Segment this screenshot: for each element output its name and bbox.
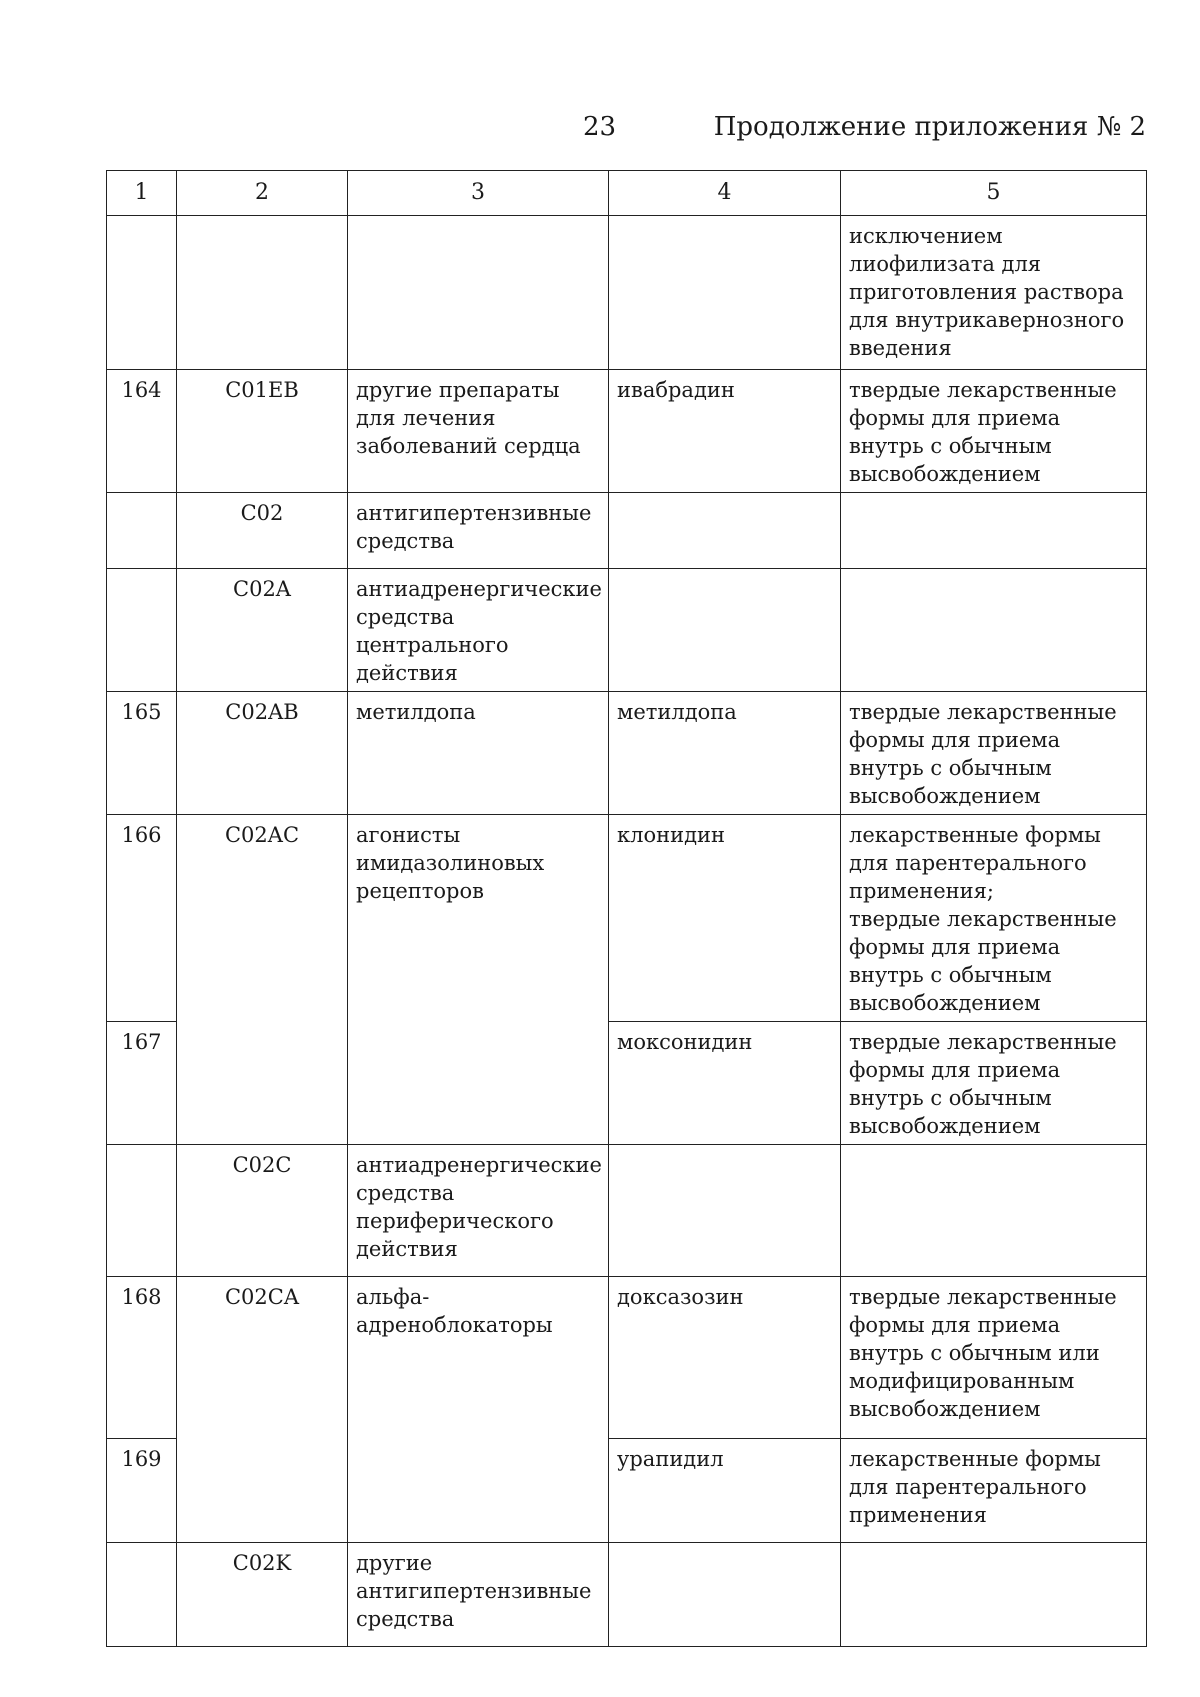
column-header: 2 (177, 171, 348, 216)
row-number: 166 (107, 815, 177, 1022)
drug-name (609, 569, 841, 692)
group-name: антиадренергические средства периферического действия (348, 1145, 609, 1277)
dosage-form: исключением лиофилизата для приготовления раствора для внутрикавернозного введения (841, 216, 1147, 370)
table-row (107, 815, 1147, 1022)
atc-code: C02CA (177, 1277, 348, 1543)
table-row (107, 1543, 1147, 1647)
dosage-form: твердые лекарственные формы для приема внутрь с обычным высвобождением (841, 1022, 1147, 1145)
atc-code: C02AB (177, 692, 348, 815)
continuation-title: Продолжение приложения № 2 (713, 112, 1146, 142)
dosage-form-line: лекарственные формы для парентерального применения; (849, 823, 1101, 903)
row-number: 165 (107, 692, 177, 815)
atc-code: C02 (177, 493, 348, 569)
drug-name: урапидил (609, 1439, 841, 1543)
group-name: антиадренергические средства центрального действия (348, 569, 609, 692)
dosage-form (841, 493, 1147, 569)
dosage-form: лекарственные формы для парентерального применения (841, 1439, 1147, 1543)
dosage-form-line: твердые лекарственные формы для приема внутрь с обычным высвобождением (849, 907, 1117, 1015)
dosage-form: твердые лекарственные формы для приема внутрь с обычным высвобождением (841, 370, 1147, 493)
dosage-form (841, 569, 1147, 692)
drug-name (609, 216, 841, 370)
drug-name: метилдопа (609, 692, 841, 815)
row-number (107, 1145, 177, 1277)
atc-code (177, 216, 348, 370)
table-row (107, 692, 1147, 815)
table-row (107, 1145, 1147, 1277)
atc-code: C01EB (177, 370, 348, 493)
row-number: 168 (107, 1277, 177, 1439)
group-name: другие антигипертензивные средства (348, 1543, 609, 1647)
dosage-form (841, 815, 1147, 1022)
column-header: 4 (609, 171, 841, 216)
group-name: метилдопа (348, 692, 609, 815)
drug-name (609, 1145, 841, 1277)
drug-table (106, 170, 1147, 1647)
column-header: 3 (348, 171, 609, 216)
row-number (107, 1543, 177, 1647)
row-number (107, 216, 177, 370)
table-row (107, 216, 1147, 370)
atc-code: C02AC (177, 815, 348, 1145)
header-row (107, 171, 1147, 216)
drug-name (609, 493, 841, 569)
group-name: антигипертензивные средства (348, 493, 609, 569)
table-row (107, 569, 1147, 692)
column-header: 5 (841, 171, 1147, 216)
dosage-form (841, 1543, 1147, 1647)
column-header: 1 (107, 171, 177, 216)
atc-code: C02K (177, 1543, 348, 1647)
drug-name: доксазозин (609, 1277, 841, 1439)
drug-name (609, 1543, 841, 1647)
group-name: альфа-адреноблокаторы (348, 1277, 609, 1543)
drug-name: моксонидин (609, 1022, 841, 1145)
drug-name: ивабрадин (609, 370, 841, 493)
row-number: 164 (107, 370, 177, 493)
row-number: 167 (107, 1022, 177, 1145)
row-number: 169 (107, 1439, 177, 1543)
dosage-form: твердые лекарственные формы для приема внутрь с обычным высвобождением (841, 692, 1147, 815)
group-name: агонисты имидазолиновых рецепторов (348, 815, 609, 1145)
dosage-form: твердые лекарственные формы для приема внутрь с обычным или модифицированным высвобождением (841, 1277, 1147, 1439)
drug-name: клонидин (609, 815, 841, 1022)
group-name: другие препараты для лечения заболеваний сердца (348, 370, 609, 493)
table-row (107, 370, 1147, 493)
group-name (348, 216, 609, 370)
page-number: 23 (583, 112, 617, 142)
row-number (107, 569, 177, 692)
table-row (107, 493, 1147, 569)
atc-code: C02C (177, 1145, 348, 1277)
atc-code: C02A (177, 569, 348, 692)
row-number (107, 493, 177, 569)
table-row (107, 1277, 1147, 1439)
dosage-form (841, 1145, 1147, 1277)
